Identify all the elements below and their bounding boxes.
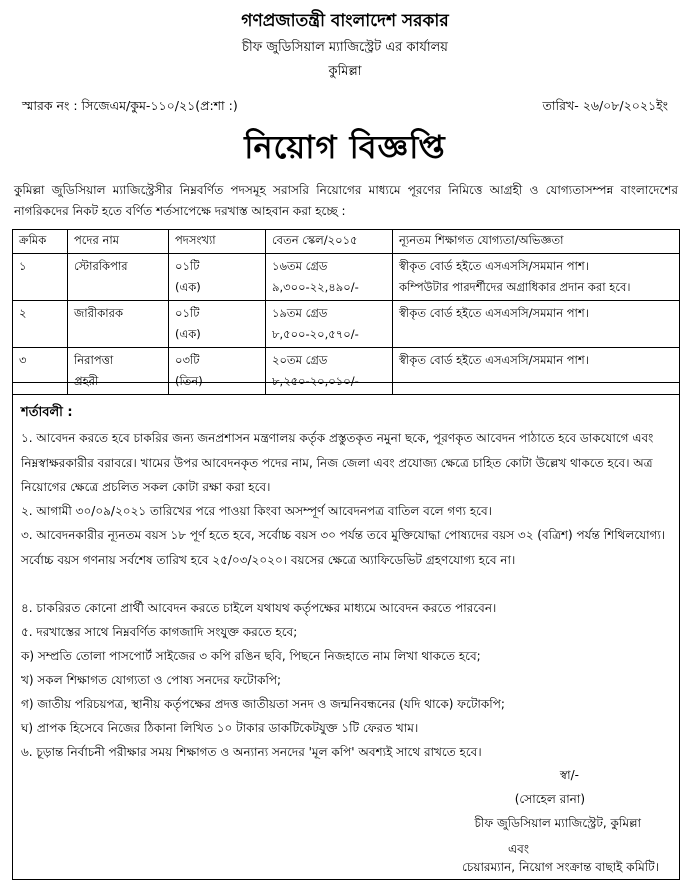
grade: ১৯তম গ্রেড xyxy=(272,306,328,320)
condition-3: ৩. আবেদনকারীর ন্যূনতম বয়স ১৮ পূর্ণ হতে হবে, সর্বোচ্চ বয়স ৩০ পর্যন্ত তবে মুক্তিযোদ্ধা পোষ্যদের বয়স ৩২ (বত্রিশ) পর্যন্ত শিথিলযোগ্য। সর্বোচ্চ বয়স গণনায় সর্বশেষ তারিখ হবে ২৫/০৩/২০২০। বয়সের ক্ষেত্রে অ্যাফিডেভিট গ্রহণযোগ্য হবে না। xyxy=(21,528,666,567)
row-scale xyxy=(266,254,393,301)
document-item-ga: গ) জাতীয় পরিচয়পত্র, স্থানীয় কর্তৃপক্ষের প্রদত্ত জাতীয়তা সনদ ও জন্মনিবন্ধনের (যদি থাকে) ফটোকপি; xyxy=(21,697,505,711)
notice-title: নিয়োগ বিজ্ঞপ্তি xyxy=(244,128,446,166)
header-serial: ক্রমিক xyxy=(13,230,68,254)
post-line: প্রহরী xyxy=(74,374,99,388)
condition-5: ৫. দরখাস্তের সাথে নিম্নবর্ণিত কাগজাদি সংযুক্ত করতে হবে; xyxy=(21,625,298,639)
table-header-row xyxy=(13,230,680,254)
qualification-line: স্বীকৃত বোর্ড হইতে এসএসসি/সমমান পাশ। xyxy=(399,259,589,273)
pay-scale: ৮,৫০০-২০,৫৭০/- xyxy=(272,327,359,341)
city-name: কুমিল্লা xyxy=(328,64,362,79)
row-serial: ২ xyxy=(13,301,68,348)
condition-4: ৪. চাকরিরত কোনো প্রার্থী আবেদন করতে চাইলে যথাযথ কর্তৃপক্ষের মাধ্যমে আবেদন করতে পারবেন। xyxy=(21,601,497,615)
row-qualification xyxy=(393,301,680,348)
condition-2: ২. আগামী ৩০/০৯/২০২১ তারিখের পরে পাওয়া কিংবা অসম্পূর্ণ আবেদনপত্র বাতিল বলে গণ্য হবে। xyxy=(21,504,492,518)
row-post: স্টোরকিপার xyxy=(68,254,169,301)
header-qualification: ন্যূনতম শিক্ষাগত যোগ্যতা/অভিজ্ঞতা xyxy=(393,230,680,254)
row-post: জারীকারক xyxy=(68,301,169,348)
pay-scale: ৯,৩০০-২২,৪৯০/- xyxy=(272,280,359,294)
row-qualification xyxy=(393,254,680,301)
notice-date: তারিখ- ২৬/০৮/২০২১ইং xyxy=(542,98,668,113)
row-scale xyxy=(266,301,393,348)
government-heading: গণপ্রজাতন্ত্রী বাংলাদেশ সরকার xyxy=(241,11,449,31)
document-item-ka: ক) সম্প্রতি তোলা পাসপোর্ট সাইজের ৩ কপি রঙিন ছবি, পিছনে নিজহাতে নাম লিখা থাকতে হবে; xyxy=(21,649,481,663)
committee-chair: চেয়ারম্যান, নিয়োগ সংক্রান্ত বাছাই কমিটি। xyxy=(462,860,659,874)
qualification-line: স্বীকৃত বোর্ড হইতে এসএসসি/সমমান পাশ। xyxy=(399,306,589,320)
conditions-box xyxy=(12,382,680,880)
pay-scale: ৮,২৫০-২০,০১০/- xyxy=(272,374,359,388)
header-scale: বেতন স্কেল/২০১৫ xyxy=(266,230,393,254)
post-line: নিরাপত্তা xyxy=(74,353,114,367)
count-number: ০১টি xyxy=(175,306,200,320)
header-post: পদের নাম xyxy=(68,230,169,254)
count-words: (এক) xyxy=(175,327,201,341)
memo-number: স্মারক নং : সিজেএম/কুম-১১০/২১(প্র:শা :) xyxy=(22,98,238,113)
count-words: (এক) xyxy=(175,280,201,294)
row-serial: ১ xyxy=(13,254,68,301)
qualification-line: স্বীকৃত বোর্ড হইতে এসএসসি/সমমান পাশ। xyxy=(399,353,589,367)
table-row xyxy=(13,254,680,301)
condition-1: ১. আবেদন করতে হবে চাকরির জন্য জনপ্রশাসন মন্ত্রণালয় কর্তৃক প্রস্তুতকৃত নমুনা ছকে, পূরণকৃত আবেদন পাঠাতে হবে ডাকযোগে এবং নিম্নস্বাক্ষরকারীর বরাবরে। খামের উপর আবেদনকৃত পদের নাম, নিজ জেলা এবং প্রযোজ্য ক্ষেত্রে চাহিত কোটা উল্লেখ থাকতে হবে। অত্র নিয়োগের ক্ষেত্রে প্রচলিত সকল কোটা রক্ষা করা হবে। xyxy=(21,431,654,494)
grade: ২০তম গ্রেড xyxy=(272,353,328,367)
signatory-designation: চীফ জুডিসিয়াল ম্যাজিস্ট্রেট, কুমিল্লা xyxy=(474,816,641,830)
header-count: পদসংখ্যা xyxy=(169,230,266,254)
row-count xyxy=(169,301,266,348)
signature-and: এবং xyxy=(508,842,529,856)
signatory-name: (সোহেল রানা) xyxy=(514,792,585,806)
condition-6: ৬. চূড়ান্ত নির্বাচনী পরীক্ষার সময় শিক্ষাগত ও অন্যান্য সনদের 'মূল কপি' অবশ্যই সাথে রাখতে হবে। xyxy=(21,745,482,759)
signature-mark: স্বা/- xyxy=(559,768,579,782)
document-item-kha: খ) সকল শিক্ষাগত যোগ্যতা ও পোষ্য সনদের ফটোকপি; xyxy=(21,673,282,687)
row-count xyxy=(169,254,266,301)
conditions-heading: শর্তাবলী : xyxy=(21,405,73,420)
qualification-line: কম্পিউটার পারদর্শীদের অগ্রাধিকার প্রদান করা হবে। xyxy=(399,280,631,294)
count-number: ০১টি xyxy=(175,259,200,273)
row-serial: ৩ xyxy=(13,348,68,395)
office-name: চীফ জুডিসিয়াল ম্যাজিস্ট্রেট এর কার্যালয় xyxy=(242,40,448,55)
intro-paragraph: কুমিল্লা জুডিসিয়াল ম্যাজিস্ট্রেসীর নিম্নবর্ণিত পদসমূহ সরাসরি নিয়োগের মাধ্যমে পূরণের নিমিত্তে আগ্রহী ও যোগ্যতাসম্পন্ন বাংলাদেশের নাগরিকদের নিকট হতে বর্ণিত শর্তসাপেক্ষে দরখাস্ত আহবান করা হচ্ছে : xyxy=(14,183,678,218)
document-item-gha: ঘ) প্রাপক হিসেবে নিজের ঠিকানা লিখিত ১০ টাকার ডাকটিকেটযুক্ত ১টি ফেরত খাম। xyxy=(21,721,419,735)
table-row xyxy=(13,301,680,348)
count-number: ০৩টি xyxy=(175,353,200,367)
grade: ১৬তম গ্রেড xyxy=(272,259,328,273)
posts-table xyxy=(12,229,680,395)
count-words: (তিন) xyxy=(175,374,203,388)
